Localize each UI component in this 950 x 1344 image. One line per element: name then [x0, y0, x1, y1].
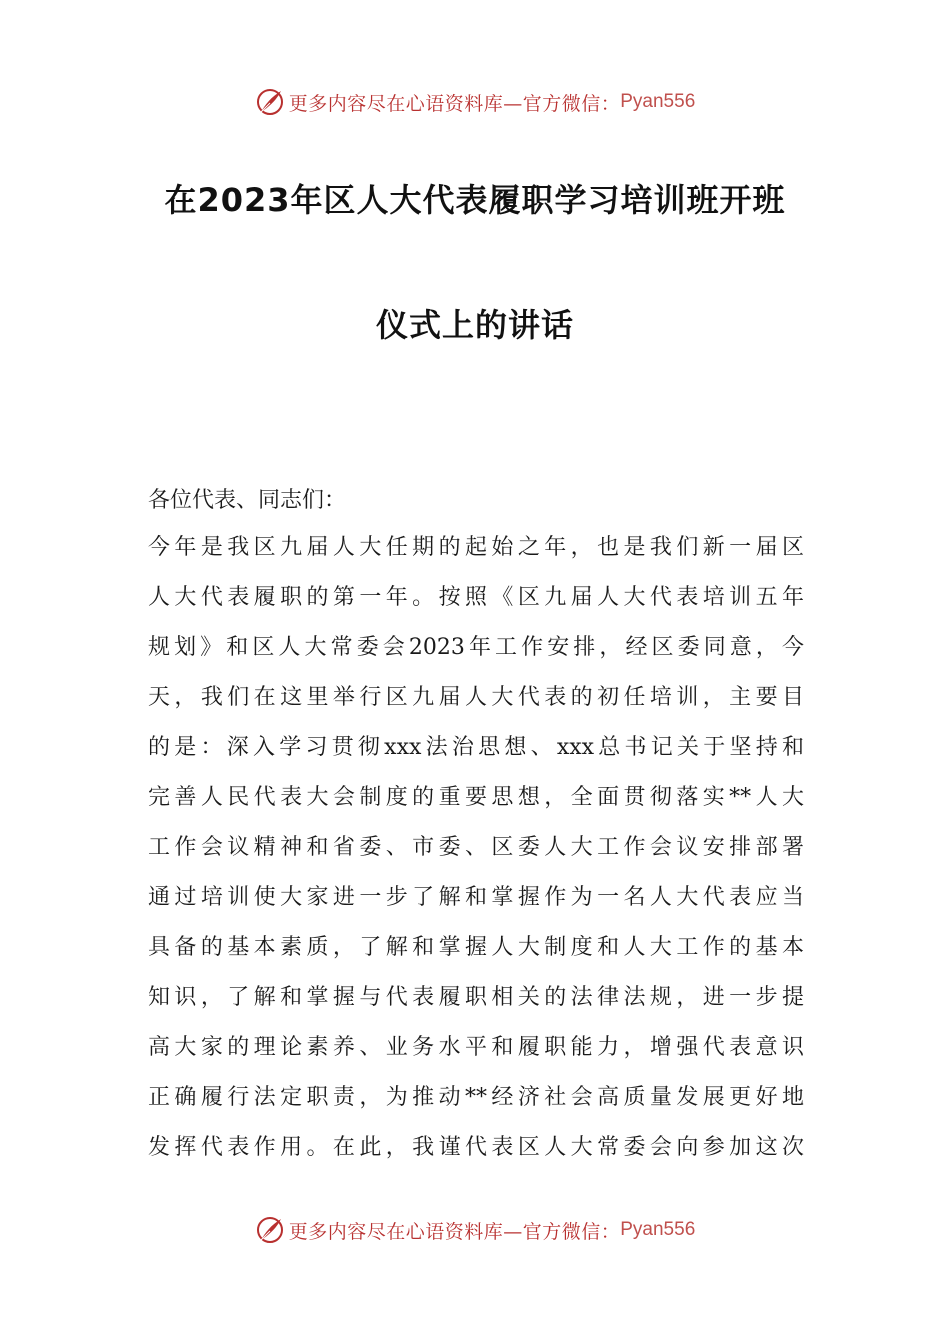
salutation: 各位代表、同志们： — [148, 488, 347, 513]
footer-watermark-banner — [0, 1210, 950, 1250]
document-title-line-2: 仪式上的讲话 — [375, 306, 574, 344]
body-line: 人大代表履职的第一年。按照《区九届人大代表培训五年 — [148, 585, 804, 610]
body-line: 高大家的理论素养、业务水平和履职能力，增强代表意识 — [148, 1035, 804, 1060]
quill-pen-logo-icon — [255, 1215, 285, 1245]
body-line: 发挥代表作用。在此，我谨代表区人大常委会向参加这次 — [148, 1135, 804, 1160]
body-line: 今年是我区九届人大任期的起始之年，也是我们新一届区 — [148, 535, 804, 560]
header-watermark-banner — [0, 82, 950, 122]
watermark-wechat-id: Pyan556 — [620, 91, 696, 112]
body-line: 正确履行法定职责，为推动**经济社会高质量发展更好地 — [148, 1085, 804, 1110]
body-line: 完善人民代表大会制度的重要思想，全面贯彻落实**人大 — [148, 785, 804, 810]
quill-pen-logo-icon — [255, 87, 285, 117]
body-line: 的是：深入学习贯彻xxx法治思想、xxx总书记关于坚持和 — [148, 735, 804, 760]
body-line: 工作会议精神和省委、市委、区委人大工作会议安排部署 — [148, 835, 804, 860]
body-line: 天，我们在这里举行区九届人大代表的初任培训，主要目 — [148, 685, 804, 710]
body-line: 知识，了解和掌握与代表履职相关的法律法规，进一步提 — [148, 985, 804, 1010]
body-line: 具备的基本素质，了解和掌握人大制度和人大工作的基本 — [148, 935, 804, 960]
document-title-line-1: 在2023年区人大代表履职学习培训班开班 — [164, 181, 786, 219]
body-line: 通过培训使大家进一步了解和掌握作为一名人大代表应当 — [148, 885, 804, 910]
watermark-text: 更多内容尽在心语资料库—官方微信： — [288, 92, 621, 115]
body-line: 规划》和区人大常委会2023年工作安排，经区委同意，今 — [148, 635, 804, 660]
watermark-text: 更多内容尽在心语资料库—官方微信： — [288, 1220, 621, 1243]
watermark-wechat-id: Pyan556 — [620, 1219, 696, 1240]
